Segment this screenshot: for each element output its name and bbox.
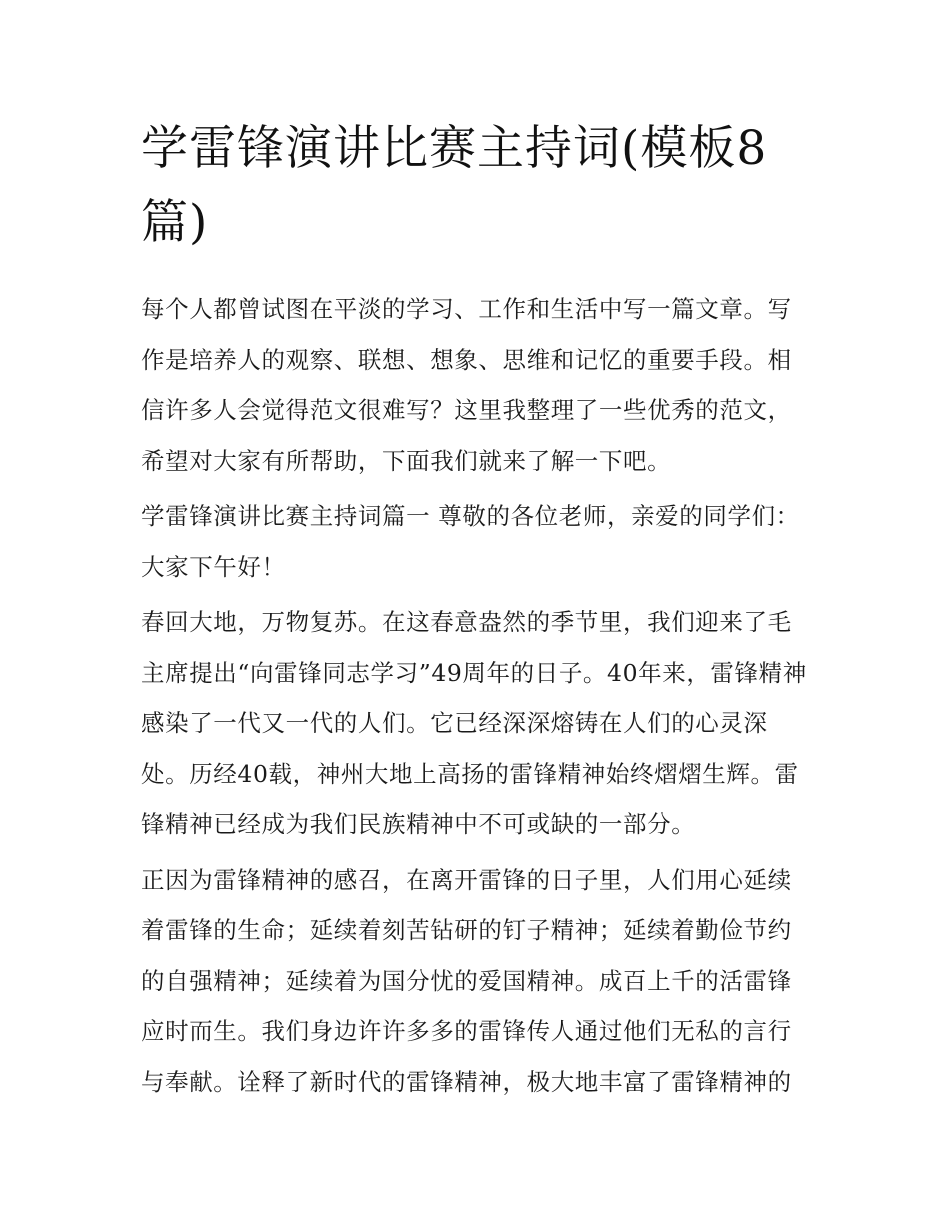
- intro-paragraph: 每个人都曾试图在平淡的学习、工作和生活中写一篇文章。写作是培养人的观察、联想、想象、思维和记忆的重要手段。相信许多人会觉得范文很难写？这里我整理了一些优秀的范文，希望对大家有所帮助，下面我们就来了解一下吧。: [141, 295, 792, 475]
- document-body: [141, 284, 813, 1107]
- document-page: [141, 112, 813, 1112]
- greeting-paragraph: 学雷锋演讲比赛主持词篇一 尊敬的各位老师，亲爱的同学们： 大家下午好！: [141, 502, 800, 581]
- body-paragraph-1: 春回大地，万物复苏。在这春意盎然的季节里，我们迎来了毛主席提出“向雷锋同志学习”49周年的日子。40年来，雷锋精神感染了一代又一代的人们。它已经深深熔铸在人们的心灵深处。历经40载，神州大地上高扬的雷锋精神始终熠熠生辉。雷锋精神已经成为我们民族精神中不可或缺的一部分。: [141, 608, 807, 838]
- document-title: 学雷锋演讲比赛主持词(模板8篇): [141, 121, 768, 250]
- body-paragraph-2: 正因为雷锋精神的感召，在离开雷锋的日子里，人们用心延续着雷锋的生命；延续着刻苦钻研的钉子精神；延续着勤俭节约的自强精神；延续着为国分忧的爱国精神。成百上千的活雷锋应时而生。我们身边许许多多的雷锋传人通过他们无私的言行与奉献。诠释了新时代的雷锋精神，极大地丰富了雷锋精神的: [141, 865, 792, 1096]
